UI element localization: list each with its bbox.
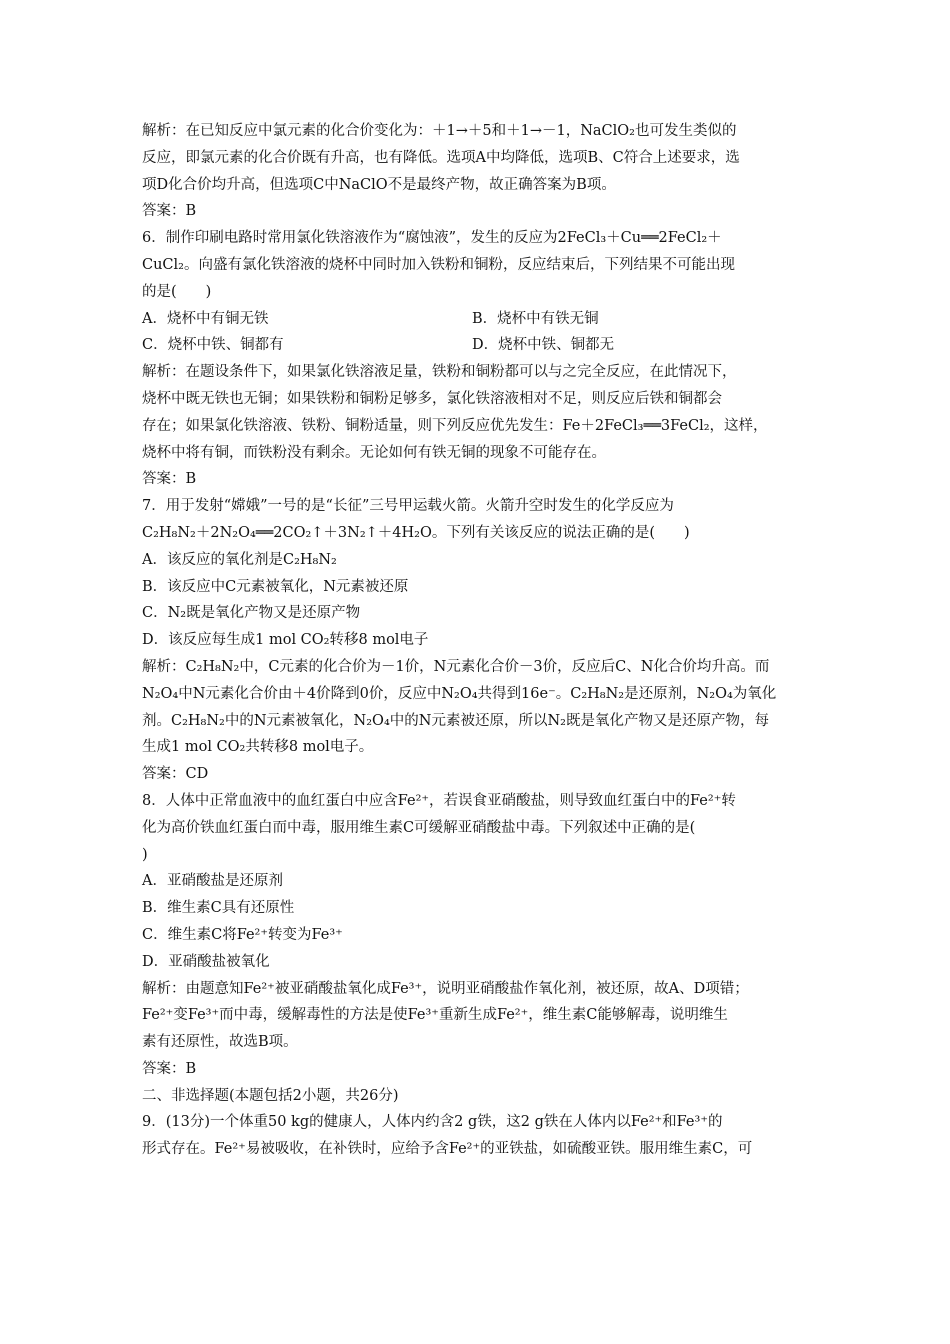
q7-analysis-line: 生成1 mol CO₂共转移8 mol电子。 [142, 739, 374, 756]
q6-options-row [142, 306, 814, 333]
q6-option-c: C．烧杯中铁、铜都有 [142, 337, 284, 354]
q8-stem-line: ) [142, 846, 148, 863]
q7-option-a: A．该反应的氧化剂是C₂H₈N₂ [142, 551, 337, 568]
q7-analysis-line: N₂O₄中N元素化合价由＋4价降到0价，反应中N₂O₄共得到16e⁻。C₂H₈N₂是还原剂，N₂O₄为氧化 [142, 685, 777, 702]
q5-analysis-line: 反应，即氯元素的化合价既有升高，也有降低。选项A中均降低，选项B、C符合上述要求，选 [142, 149, 740, 166]
q8-option-d: D．亚硝酸盐被氧化 [142, 953, 270, 970]
q8-option-a: A．亚硝酸盐是还原剂 [142, 873, 283, 890]
q6-stem-line: CuCl₂。向盛有氯化铁溶液的烧杯中同时加入铁粉和铜粉，反应结束后，下列结果不可能出现 [142, 256, 735, 273]
q6-analysis-line: 烧杯中将有铜，而铁粉没有剩余。无论如何有铁无铜的现象不可能存在。 [142, 444, 606, 461]
q9-stem-line: 形式存在。Fe²⁺易被吸收，在补铁时，应给予含Fe²⁺的亚铁盐，如硫酸亚铁。服用维生素C，可 [142, 1141, 753, 1158]
q5-answer: 答案：B [142, 203, 197, 220]
q6-answer: 答案：B [142, 471, 197, 488]
q8-analysis-line: Fe²⁺变Fe³⁺而中毒，缓解毒性的方法是使Fe³⁺重新生成Fe²⁺，维生素C能够解毒，说明维生 [142, 1007, 728, 1024]
q6-options-row [142, 332, 814, 359]
q7-stem-line: 7．用于发射“嫦娥”一号的是“长征”三号甲运载火箭。火箭升空时发生的化学反应为 [142, 498, 674, 515]
q7-answer: 答案：CD [142, 766, 209, 783]
q8-analysis-line: 解析：由题意知Fe²⁺被亚硝酸盐氧化成Fe³⁺，说明亚硝酸盐作氧化剂，被还原，故A、D项错； [142, 980, 749, 997]
section-heading: 二、非选择题(本题包括2小题，共26分) [142, 1087, 399, 1104]
q7-analysis-line: 解析：C₂H₈N₂中，C元素的化合价为－1价，N元素化合价－3价，反应后C、N化合价均升高。而 [142, 658, 770, 675]
q8-answer: 答案：B [142, 1060, 197, 1077]
document-page [142, 118, 814, 1163]
q8-option-b: B．维生素C具有还原性 [142, 900, 295, 917]
q7-option-d: D．该反应每生成1 mol CO₂转移8 mol电子 [142, 632, 429, 649]
q8-analysis-line: 素有还原性，故选B项。 [142, 1034, 298, 1051]
q8-stem-line: 8．人体中正常血液中的血红蛋白中应含Fe²⁺，若误食亚硝酸盐，则导致血红蛋白中的Fe²⁺转 [142, 792, 736, 809]
q8-stem-line: 化为高价铁血红蛋白而中毒，服用维生素C可缓解亚硝酸盐中毒。下列叙述中正确的是( [142, 819, 696, 836]
q6-stem-line: 6．制作印刷电路时常用氯化铁溶液作为“腐蚀液”，发生的反应为2FeCl₃＋Cu══2FeCl₂＋ [142, 230, 722, 247]
q7-analysis-line: 剂。C₂H₈N₂中的N元素被氧化，N₂O₄中的N元素被还原，所以N₂既是氧化产物又是还原产物，每 [142, 712, 769, 729]
q6-option-b: B．烧杯中有铁无铜 [472, 310, 599, 327]
q6-analysis-line: 烧杯中既无铁也无铜；如果铁粉和铜粉足够多，氯化铁溶液相对不足，则反应后铁和铜都会 [142, 390, 722, 407]
q9-stem-line: 9．(13分)一个体重50 kg的健康人，人体内约含2 g铁，这2 g铁在人体内以Fe²⁺和Fe³⁺的 [142, 1114, 723, 1131]
q5-analysis-line: 解析：在已知反应中氯元素的化合价变化为：＋1→＋5和＋1→－1，NaClO₂也可发生类似的 [142, 123, 737, 139]
q5-analysis-line: 项D化合价均升高，但选项C中NaClO不是最终产物，故正确答案为B项。 [142, 176, 616, 193]
q6-stem-line: 的是( ) [142, 283, 212, 300]
q6-analysis-line: 存在；如果氯化铁溶液、铁粉、铜粉适量，则下列反应优先发生：Fe＋2FeCl₃══3FeCl₂，这样， [142, 417, 768, 434]
q8-option-c: C．维生素C将Fe²⁺转变为Fe³⁺ [142, 926, 343, 943]
q6-analysis-line: 解析：在题设条件下，如果氯化铁溶液足量，铁粉和铜粉都可以与之完全反应，在此情况下， [142, 364, 737, 381]
q7-option-b: B．该反应中C元素被氧化，N元素被还原 [142, 578, 409, 595]
q7-option-c: C．N₂既是氧化产物又是还原产物 [142, 605, 361, 622]
q7-stem-line: C₂H₈N₂＋2N₂O₄══2CO₂↑＋3N₂↑＋4H₂O。下列有关该反应的说法正确的是( ) [142, 524, 690, 541]
q6-option-a: A．烧杯中有铜无铁 [142, 310, 269, 327]
q6-option-d: D．烧杯中铁、铜都无 [472, 337, 615, 354]
